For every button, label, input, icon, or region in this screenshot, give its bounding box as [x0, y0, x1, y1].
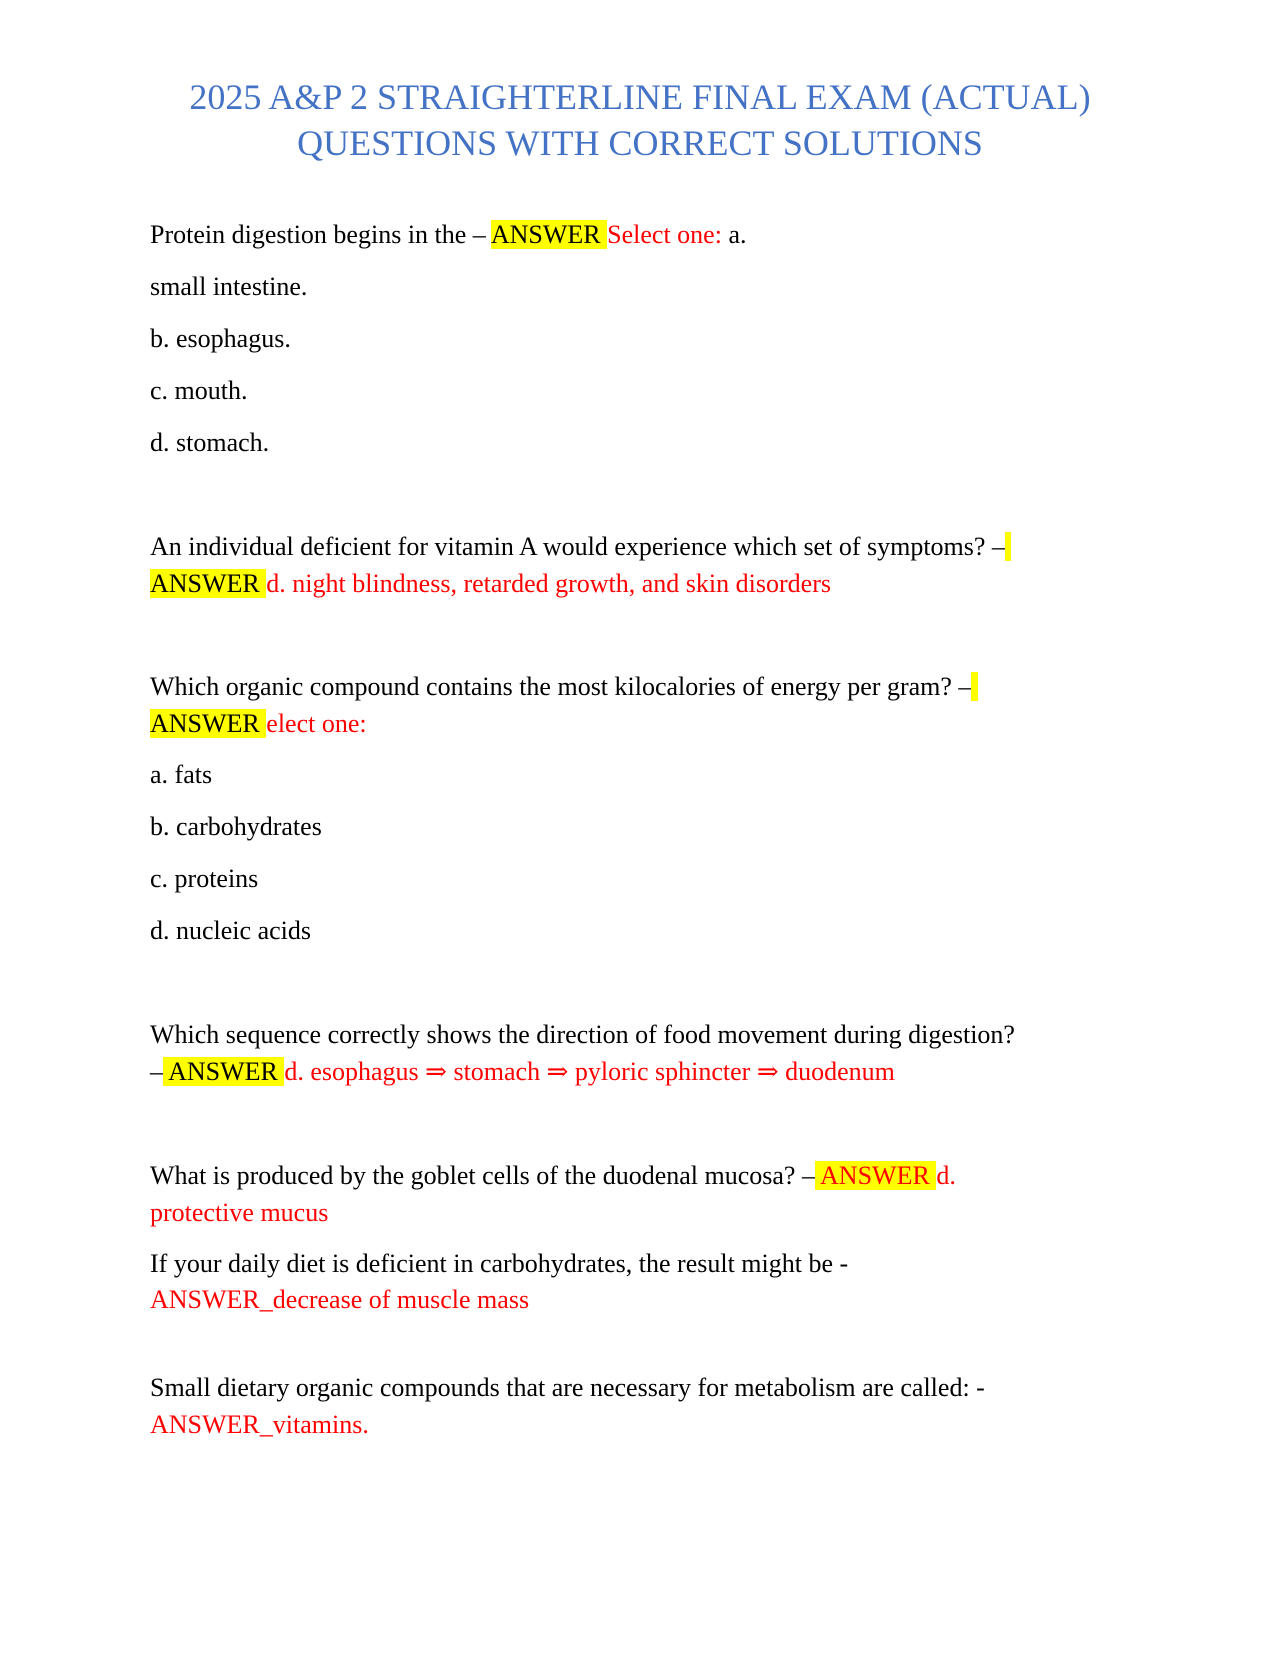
- question-2-answer-text: d. night blindness, retarded growth, and skin disorders: [266, 569, 831, 598]
- question-5-answer-tag: ANSWER: [814, 1161, 937, 1190]
- question-3-answer-text: elect one:: [266, 709, 367, 738]
- question-3-answer-tag: ANSWER: [150, 709, 267, 738]
- question-1-stem: Protein digestion begins in the –: [150, 220, 491, 249]
- question-5-answer-text-2: protective mucus: [150, 1198, 329, 1227]
- question-1-option: small intestine.: [150, 272, 308, 301]
- question-4-stem: Which sequence correctly shows the direction of food movement during digestion?: [150, 1020, 1015, 1049]
- question-7-stem: Small dietary organic compounds that are necessary for metabolism are called: -: [150, 1373, 985, 1402]
- question-2-answer: [150, 565, 1150, 602]
- document-title: [0, 74, 1280, 166]
- question-2-highlight-end: ​: [1004, 532, 1012, 561]
- question-3-option: a. fats: [150, 760, 213, 789]
- question-1-option: d. stomach.: [150, 428, 270, 457]
- question-5-answer-text-1: d.: [936, 1161, 956, 1190]
- question-4-answer: [150, 1053, 1150, 1090]
- question-4-answer-text: d. esophagus ⇒ stomach ⇒ pyloric sphincter ⇒ duodenum: [284, 1057, 895, 1086]
- question-1-answer-text: Select one:: [607, 220, 729, 249]
- question-3-option: d. nucleic acids: [150, 916, 311, 945]
- question-6-stem: If your daily diet is deficient in carbohydrates, the result might be -: [150, 1249, 849, 1278]
- question-2-answer-tag: ANSWER: [150, 569, 267, 598]
- question-3-stem-text: Which organic compound contains the most kilocalories of energy per gram? –: [150, 672, 972, 701]
- question-1-option: c. mouth.: [150, 376, 248, 405]
- question-5-stem: [150, 1157, 1150, 1194]
- question-4-answer-tag: ANSWER: [163, 1057, 285, 1086]
- title-line-2: QUESTIONS WITH CORRECT SOLUTIONS: [297, 123, 983, 163]
- question-3-highlight-end: ​: [971, 672, 978, 701]
- question-5-stem-text: What is produced by the goblet cells of the duodenal mucosa? –: [150, 1161, 815, 1190]
- title-line-1: 2025 A&P 2 STRAIGHTERLINE FINAL EXAM (ACTUAL): [189, 77, 1091, 117]
- question-1-answer-tag: ANSWER: [490, 220, 608, 249]
- question-7-answer: ANSWER_vitamins.: [150, 1410, 369, 1439]
- question-4-dash: –: [150, 1057, 163, 1086]
- question-1-option: b. esophagus.: [150, 324, 291, 353]
- question-3-option: b. carbohydrates: [150, 812, 322, 841]
- question-2-stem: [150, 528, 1150, 565]
- question-3-stem: [150, 668, 1150, 705]
- question-1: [150, 216, 1150, 253]
- question-3-option: c. proteins: [150, 864, 259, 893]
- question-6-answer: ANSWER_decrease of muscle mass: [150, 1285, 530, 1314]
- question-3-answer: [150, 705, 1150, 742]
- question-1-trail: a.: [728, 220, 747, 249]
- question-2-stem-text: An individual deficient for vitamin A would experience which set of symptoms? –: [150, 532, 1005, 561]
